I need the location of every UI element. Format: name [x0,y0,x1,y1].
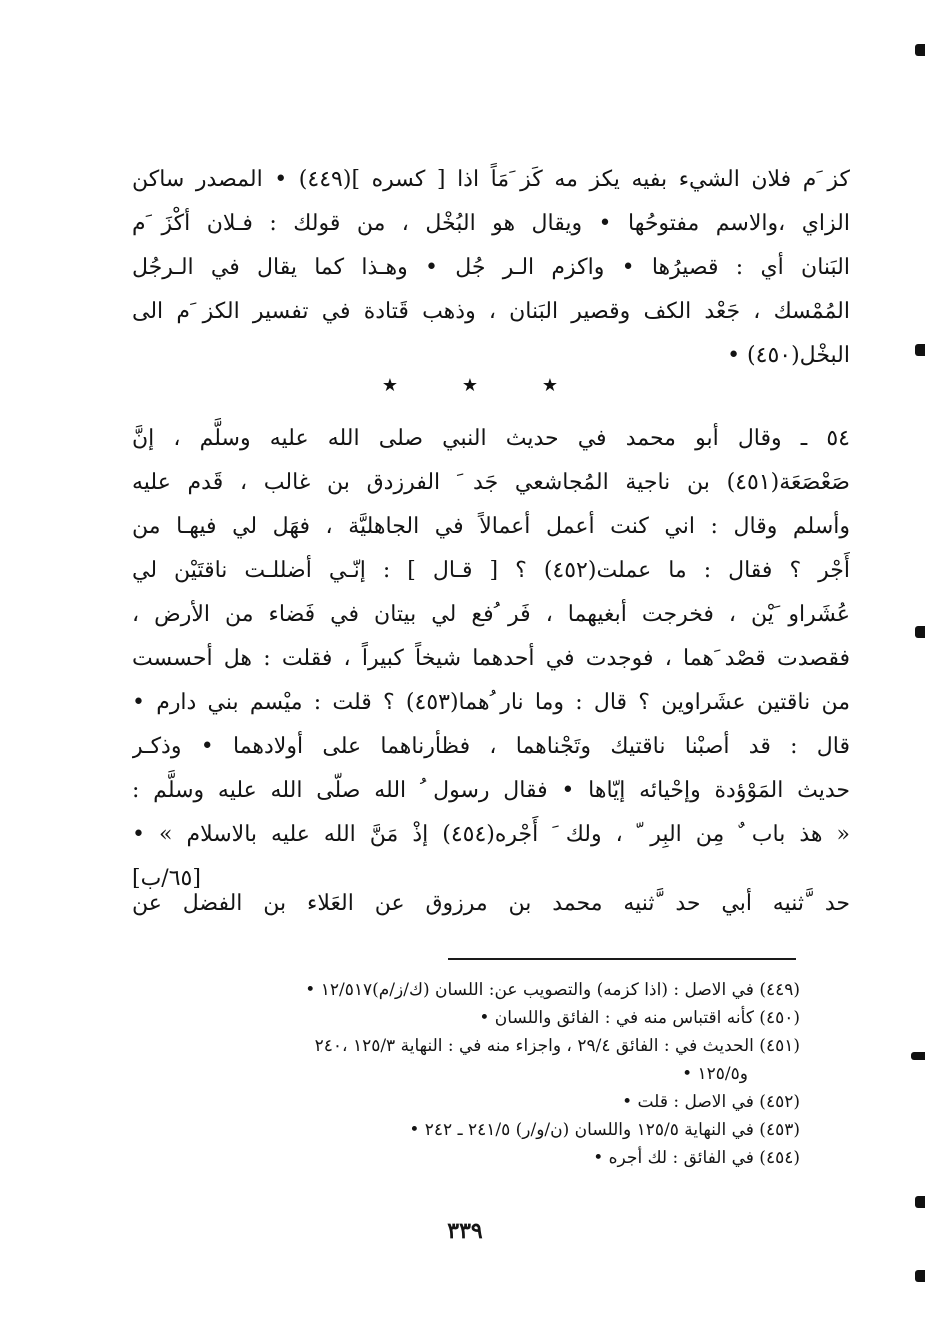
footnote: (٤٥٣) في النهاية ١٢٥/٥ واللسان (ن/و/ر) ٢٤١/٥ ـ ٢٤٢ • [409,1120,800,1140]
text-line: البَنان أي : قصيرُها • واكزم الـر جُل • وهـذا كما يقال في الـرجُل [132,255,850,280]
star-icon: ★ [381,375,399,396]
text-line: عُشَراو َيْن ، فخرجت أبغيهما ، فَر ُفع لي بيتان في فَضاء من الأرض ، [132,602,850,627]
text-line: كز َم فلان الشيء بفيه يكز مه كَز َمَاً اذا [ كسره ](٤٤٩) • المصدر ساكن [132,167,850,192]
text-line: وأسلم وقال : اني كنت أعمل أعمالاً في الجاهليَّة ، فهَل لي فيهـا من [132,514,850,539]
footnote-divider [448,958,796,960]
text-line: فقصدت قصْد َهما ، فوجدت في أحدهما شيخاً كبيراً ، فقلت : هل أحسست [132,646,850,671]
text-line: « هذ باب ٌ مِن البِر ّ ، ولك َ أَجْره(٤٥٤) إذْ مَنَّ الله عليه بالاسلام » • [132,822,850,847]
text-line: قال : قد أصبْنا ناقتيك وتَجْناهما ، فظأرناهما على أولادهما • وذكـر [132,734,850,759]
footnote: (٤٥١) الحديث في : الفائق ٢٩/٤ ، واجزاء منه في : النهاية ١٢٥/٣ ،٢٤٠ [314,1036,800,1056]
text-line: أَجْر ؟ فقال : ما عملت(٤٥٢) ؟ [ قـال ] : إنّـي أضللـت ناقتَيْن لي [132,558,850,583]
scan-edge-mark [915,1196,925,1208]
page-number: ٣٣٩ [447,1218,483,1244]
text-line: صَعْصَعَة(٤٥١) بن ناجية المُجاشعي جَد َ الفرزدق بن غالب ، قَدم عليه [132,470,850,495]
scan-edge-mark [915,1270,925,1282]
footnote: (٤٥٠) كأنه اقتباس منه في : الفائق واللسان • [479,1008,800,1028]
scan-edge-mark [915,344,925,356]
star-icon: ★ [541,375,559,396]
footnotes [140,976,800,1172]
text-line: حد َّثنيه أبي حد َّثنيه محمد بن مرزوق عن العَلاء بن الفضل عن [132,891,850,916]
footnote: (٤٥٢) في الاصل : قلت • [622,1092,800,1112]
footnote-continuation: و١٢٥/٥ • [682,1064,748,1084]
paragraph-isnad [132,882,850,926]
text-line: المُمْسك ، جَعْد الكف وقصير البَنان ، وذهب قَتادة في تفسير الكز َم الى [132,299,850,324]
footnote: (٤٥٤) في الفائق : لك أجره • [593,1148,800,1168]
paragraph-kazam-definition [132,158,850,378]
footnote: (٤٤٩) في الاصل : (اذا كزمه) والتصويب عن: اللسان (ك/ز/م)١٢/٥١٧ • [305,980,800,1000]
folio-marker: [٦٥/ب] [132,866,201,891]
text-line: الزاي ،والاسم مفتوحُها • ويقال هو البُخْل ، من قولك : فـلان أكْزَ َم [132,211,850,236]
text-line: البخْل(٤٥٠) • [727,343,850,368]
star-icon: ★ [461,375,479,396]
text-line: حديث المَوْؤدة وإحْيائه إيّاها • فقال رسول ُ الله صلّى الله عليه وسلَّم : [132,778,850,803]
paragraph-hadith-54 [132,417,850,901]
scan-edge-mark [911,1052,925,1060]
scan-edge-mark [915,626,925,638]
scan-edge-mark [915,44,925,56]
text-line: من ناقتين عشَراوين ؟ قال : وما نار ُهما(٤٥٣) ؟ قلت : ميْسم بني دارم • [132,690,850,715]
section-separator [380,374,560,398]
text-line: ٥٤ ـ وقال أبو محمد في حديث النبي صلى الله عليه وسلَّم ، إنَّ [132,426,850,451]
